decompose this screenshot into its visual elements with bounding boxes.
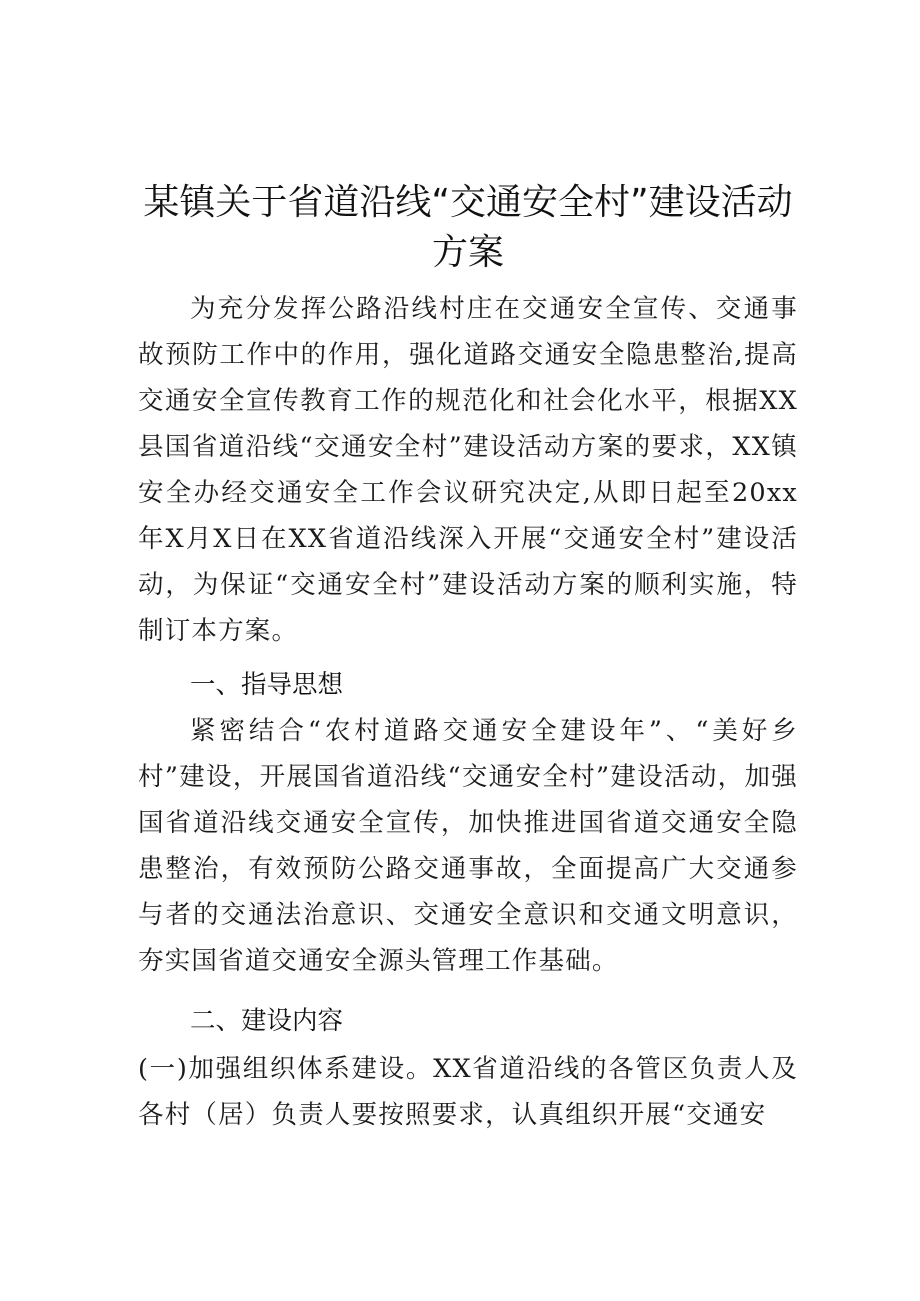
document-title-line2: 方案 xyxy=(431,232,504,273)
section-heading-guiding-ideology: 一、指导思想 xyxy=(190,670,344,700)
document-title-line1: 某镇关于省道沿线“交通安全村”建设活动 xyxy=(143,182,793,223)
guiding-ideology-paragraph: 紧密结合“农村道路交通安全建设年”、“美好乡村”建设，开展国省道沿线“交通安全村”建设活动，加强国省道沿线交通安全宣传，加快推进国省道交通安全隐患整治，有效预防公路交通事故，全面提高广大交通参与者的交通法治意识、交通安全意识和交通文明意识，夯实国省道交通安全源头管理工作基础。 xyxy=(138,716,798,976)
intro-paragraph: 为充分发挥公路沿线村庄在交通安全宣传、交通事故预防工作中的作用，强化道路交通安全隐患整治,提高交通安全宣传教育工作的规范化和社会化水平，根据XX县国省道沿线“交通安全村”建设活动方案的要求，XX镇安全办经交通安全工作会议研究决定,从即日起至20xx年X月X日在XX省道沿线深入开展“交通安全村”建设活动，为保证“交通安全村”建设活动方案的顺利实施，特制订本方案。 xyxy=(138,294,798,646)
section-heading-construction-content: 二、建设内容 xyxy=(190,1006,344,1036)
document-page xyxy=(138,178,798,1138)
construction-content-item-1: (一)加强组织体系建设。XX省道沿线的各管区负责人及各村（居）负责人要按照要求，认真组织开展“交通安 xyxy=(138,1054,798,1130)
document-title xyxy=(112,178,824,278)
